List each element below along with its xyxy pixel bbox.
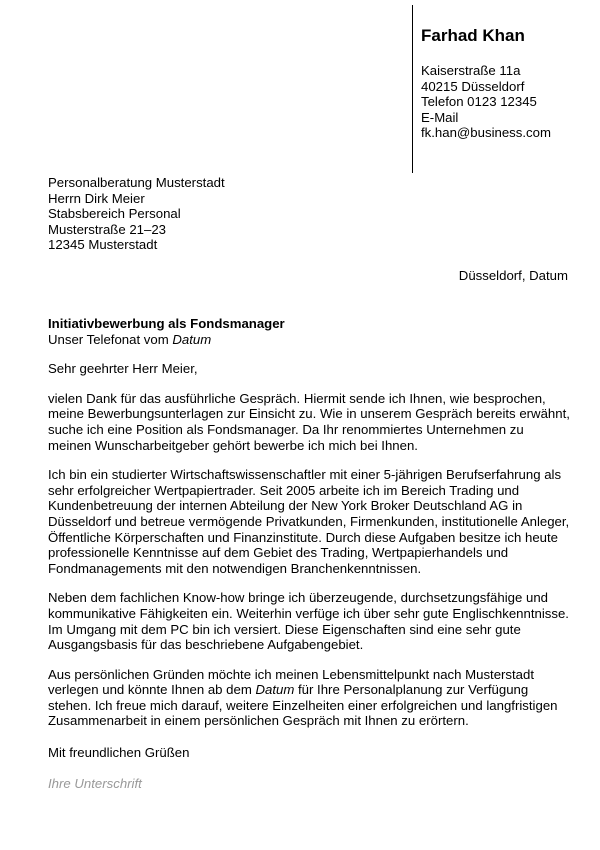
paragraph-4-date: Datum [255,682,295,698]
recipient-address [48,175,225,253]
letter-body [48,316,570,791]
salutation: Sehr geehrter Herr Meier, [48,361,198,377]
subject-reference-date: Datum [172,331,212,347]
sender-email-label: E-Mail [421,109,459,125]
paragraph-4-text-end: für Ihre Personalplanung zur Verfügung stehen. Ich freue mich darauf, weitere Einzelheiten einer erfolgreichen und langfristigen Zusammenarbeit in einem persönlichen Gespräch mit Ihnen zu erörtern. [48,682,558,729]
paragraph-1: vielen Dank für das ausführliche Gespräch. Hiermit sende ich Ihnen, wie besprochen, meine Bewerbungsunterlagen zur Einsicht zu. Wie in unserem Gespräch bereits erwähnt, suche ich eine Position als Fondsmanager. Da Ihr renommiertes Unternehmen zu meinen Wunscharbeitgeber gehört bewerbe ich mich bei Ihnen. [48,390,570,453]
signature-placeholder: Ihre Unterschrift [48,775,142,791]
header-divider [412,5,413,173]
paragraph-3: Neben dem fachlichen Know-how bringe ich überzeugende, durchsetzungsfähige und kommunikative Fähigkeiten ein. Weiterhin verfüge ich über sehr gute Englischkenntnisse. Im Umgang mit dem PC bin ich versiert. Diese Eigenschaften sind eine sehr gute Ausgangsbasis für das beschriebene Aufgabengebiet. [48,590,569,653]
sender-city: 40215 Düsseldorf [421,78,525,94]
subject-reference [48,332,570,348]
sender-email: fk.han@business.com [421,125,551,141]
paragraph-2: Ich bin ein studierter Wirtschaftswissenschaftler mit einer 5-jährigen Berufserfahrung als sehr erfolgreicher Wertpapiertrader. Seit 2005 arbeite ich im Bereich Trading und Kundenbetreuung der internen Abteilung der New York Broker Deutschland AG in Düsseldorf und betreue vermögende Privatkunden, Firmenkunden, institutionelle Anleger, Öffentliche Körperschaften und Finanzinstitute. Durch diese Aufgaben besitze ich heute professionelle Kenntnisse auf dem Gebiet des Trading, Wertpapierhandels und Fondmanagements mit den notwendigen Branchenkenntnissen. [48,467,570,576]
sender-street: Kaiserstraße 11a [421,63,521,78]
sender-block [421,26,551,141]
recipient-department: Stabsbereich Personal [48,206,181,222]
subject-line: Initiativbewerbung als Fondsmanager [48,316,285,331]
recipient-contact: Herrn Dirk Meier [48,190,145,206]
closing: Mit freundlichen Grüßen [48,745,190,761]
sender-phone: Telefon 0123 12345 [421,94,537,110]
recipient-city: 12345 Musterstadt [48,237,158,253]
paragraph-4 [48,667,570,729]
recipient-company: Personalberatung Musterstadt [48,175,225,190]
paragraph-4-text-start: Aus persönlichen Gründen möchte ich meinen Lebensmittelpunkt nach Musterstadt verlegen und könnte Ihnen ab dem [48,666,535,698]
subject-reference-text: Unser Telefonat vom [48,331,173,347]
recipient-street: Musterstraße 21–23 [48,221,167,237]
sender-name: Farhad Khan [421,26,525,45]
place-date: Düsseldorf, Datum [458,268,568,283]
